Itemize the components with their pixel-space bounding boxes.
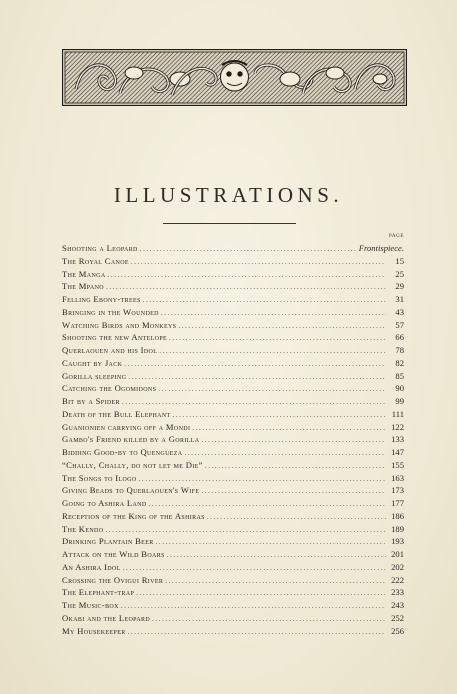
illustration-title: “Chally, Chally, do not let me Die” (62, 459, 203, 470)
illustration-title: Reception of the King of the Ashiras (62, 510, 205, 521)
page-number: 29 (395, 281, 404, 292)
dot-leader (159, 345, 386, 358)
page-number: Frontispiece. (358, 243, 404, 253)
page-number: 15 (395, 255, 404, 266)
dot-leader (106, 281, 386, 294)
list-item (62, 612, 404, 625)
list-item (62, 370, 404, 383)
list-item (62, 331, 404, 344)
list-item (62, 574, 404, 587)
dot-leader (161, 307, 386, 320)
page-number: 25 (395, 268, 404, 279)
illustration-title: Bringing in the Wounded (62, 306, 159, 317)
list-item (62, 548, 404, 561)
dot-leader (140, 243, 357, 256)
page-number: 78 (395, 345, 404, 355)
illustration-title: Death of the Bull Elephant (62, 408, 171, 419)
list-item (62, 625, 404, 638)
dot-leader (207, 511, 386, 524)
page-column-label: PAGE (389, 234, 404, 239)
dot-leader (169, 332, 386, 345)
list-item (62, 472, 404, 485)
dot-leader (108, 269, 386, 282)
page-number: 66 (395, 332, 404, 343)
illustration-title: The Royal Canoe (62, 255, 129, 266)
list-item (62, 523, 404, 536)
page-number: 82 (395, 357, 404, 368)
list-item (62, 459, 404, 472)
dot-leader (201, 434, 386, 447)
illustration-title: The Manga (62, 268, 106, 279)
page-number: 177 (391, 498, 404, 508)
list-item (62, 395, 404, 408)
illustration-title: The Music-box (62, 600, 119, 610)
illustration-title: An Ashira Idol (62, 561, 121, 572)
dot-leader (165, 575, 386, 588)
illustration-title: The Kendo (62, 523, 104, 534)
page-number: 31 (395, 294, 404, 304)
illustration-title: Giving Beads to Querlaouen's Wife (62, 485, 200, 496)
list-item (62, 306, 404, 319)
page-number: 99 (395, 396, 404, 406)
page-number: 122 (391, 421, 404, 432)
illustration-title: Caught by Jack (62, 357, 123, 368)
illustration-title: The Elephant-trap (62, 587, 135, 598)
page-number: 243 (391, 600, 404, 610)
page-number: 163 (391, 472, 404, 483)
list-item (62, 484, 404, 497)
dot-leader (121, 600, 386, 613)
illustrations-list (62, 242, 404, 637)
list-item (62, 421, 404, 434)
page-number: 133 (391, 434, 404, 445)
dot-leader (192, 422, 386, 435)
illustration-title: Okabi and the Leopard (62, 612, 151, 623)
list-item (62, 319, 404, 332)
list-item (62, 599, 404, 612)
illustration-title: Shooting the new Antelope (62, 332, 168, 343)
illustration-title: Attack on the Wild Boars (62, 549, 165, 559)
illustration-title: Gambo's Friend killed by a Gorilla (62, 434, 200, 445)
list-item (62, 255, 404, 268)
list-item (62, 446, 404, 459)
list-item (62, 280, 404, 293)
title-divider (163, 223, 296, 224)
illustration-title: Shooting a Leopard (62, 243, 138, 253)
dot-leader (184, 447, 386, 460)
illustration-title: Querlaouen and his Idol (62, 345, 158, 355)
page-number: 222 (391, 574, 404, 585)
list-item (62, 433, 404, 446)
illustration-title: Catching the Ogomidons (62, 383, 157, 394)
list-item (62, 357, 404, 370)
illustration-title: Drinking Plantain Beer (62, 536, 154, 547)
dot-leader (158, 383, 386, 396)
list-item (62, 268, 404, 281)
illustration-title: Watching Birds and Monkeys (62, 319, 177, 330)
dot-leader (173, 409, 386, 422)
list-item (62, 497, 404, 510)
list-item (62, 382, 404, 395)
list-item (62, 293, 404, 306)
dot-leader (128, 626, 386, 639)
dot-leader (143, 294, 386, 307)
ornamental-headpiece-icon (62, 49, 407, 106)
illustration-title: Gorilla sleeping (62, 370, 127, 381)
list-item (62, 242, 404, 255)
page-number: 173 (391, 485, 404, 496)
list-item (62, 408, 404, 421)
page-number: 147 (391, 447, 404, 457)
dot-leader (167, 549, 386, 562)
dot-leader (156, 536, 386, 549)
dot-leader (136, 587, 386, 600)
page-number: 233 (391, 587, 404, 598)
list-item (62, 344, 404, 357)
dot-leader (152, 613, 386, 626)
page-number: 201 (391, 549, 404, 559)
list-item (62, 535, 404, 548)
page-number: 256 (391, 625, 404, 636)
page-number: 90 (395, 383, 404, 394)
dot-leader (178, 320, 386, 333)
illustration-title: Bidding Good-by to Quengueza (62, 447, 183, 457)
dot-leader (201, 485, 386, 498)
illustration-title: The Songs to Ilogo (62, 472, 137, 483)
illustration-title: Going to Ashira Land (62, 498, 147, 508)
page-number: 57 (395, 319, 404, 330)
page-number: 186 (391, 510, 404, 521)
page-title: ILLUSTRATIONS. (113, 183, 344, 207)
illustration-title: Guanionien carrying off a Mondi (62, 421, 191, 432)
dot-leader (205, 460, 386, 473)
page-number: 202 (391, 561, 404, 572)
page-number: 85 (395, 370, 404, 381)
page-number: 252 (391, 612, 404, 623)
list-item (62, 586, 404, 599)
illustration-title: Bit by a Spider (62, 396, 120, 406)
dot-leader (124, 358, 386, 371)
list-item (62, 510, 404, 523)
illustration-title: Crossing the Ovigui River (62, 574, 164, 585)
page-number: 155 (391, 459, 404, 470)
list-item (62, 561, 404, 574)
illustration-title: Felling Ebony-trees (62, 294, 141, 304)
page-number: 193 (391, 536, 404, 547)
page-number: 43 (395, 306, 404, 317)
illustration-title: My Housekeeper (62, 625, 126, 636)
page-number: 111 (391, 408, 404, 419)
page-number: 189 (391, 523, 404, 534)
dot-leader (131, 256, 386, 269)
dot-leader (128, 371, 386, 384)
illustration-title: The Mpano (62, 281, 104, 292)
